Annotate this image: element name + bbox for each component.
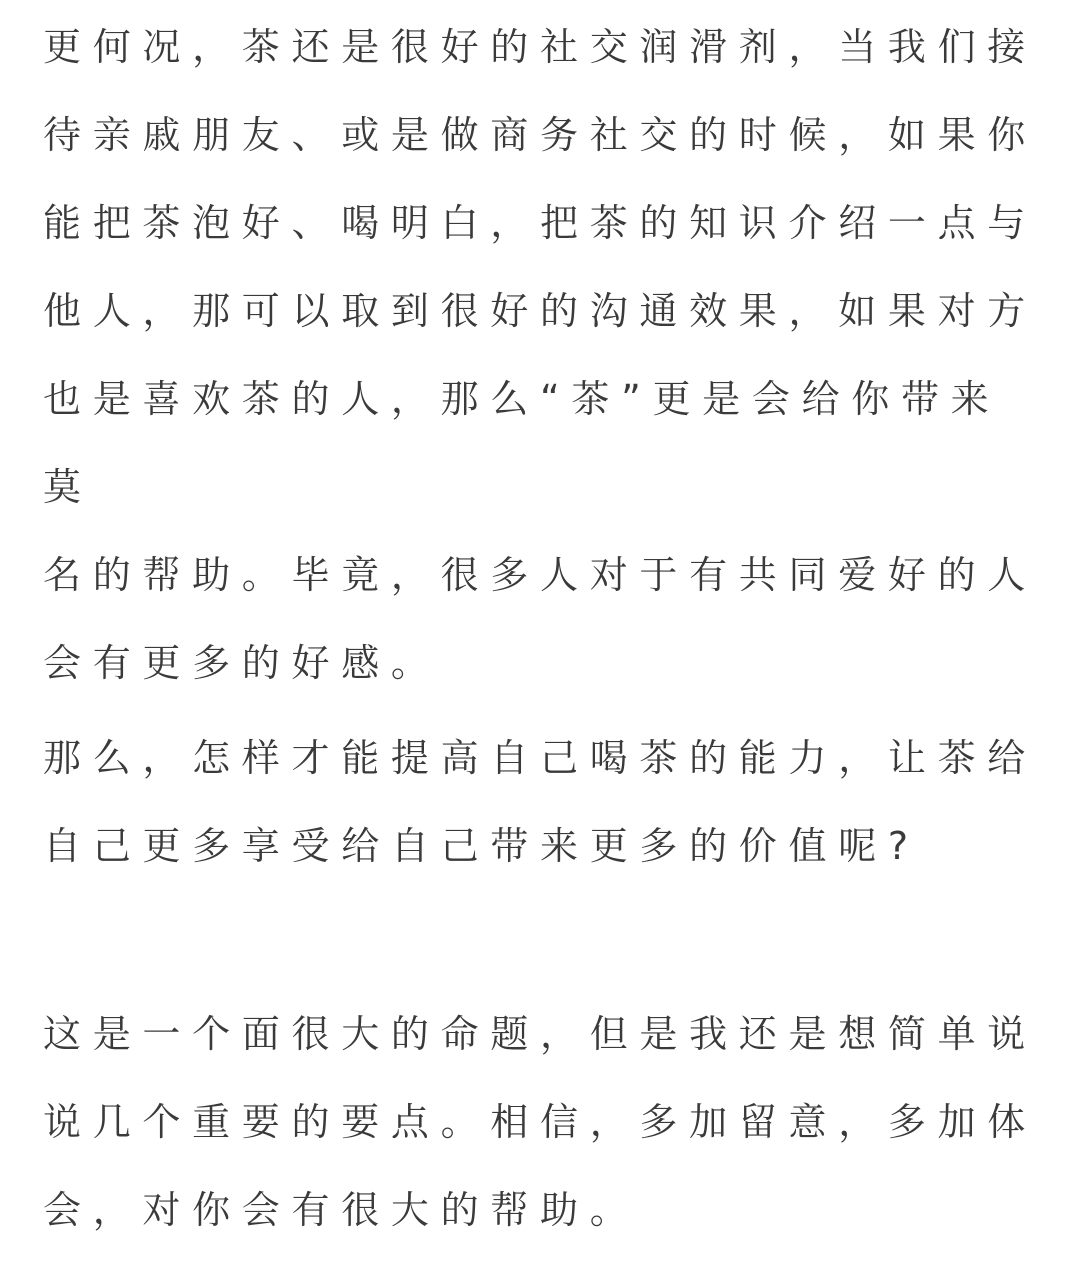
paragraph-social-lubricant: 更何况，茶还是很好的社交润滑剂，当我们接 待亲戚朋友、或是做商务社交的时候，如果你 能把茶泡好、喝明白，把茶的知识介绍一点与 他人，那可以取到很好的沟通效果，如果对方 也是喜欢茶的人，那么“茶”更是会给你带来莫 名的帮助。毕竟，很多人对于有共同爱好的人 会有更多的好感。 bbox=[43, 25, 1038, 685]
paragraph-question: 那么，怎样才能提高自己喝茶的能力，让茶给 自己更多享受给自己带来更多的价值呢? bbox=[43, 736, 1038, 868]
paragraph-key-points: 这是一个面很大的命题，但是我还是想简单说 说几个重要的要点。相信，多加留意，多加体 会，对你会有很大的帮助。 bbox=[43, 1012, 1038, 1232]
